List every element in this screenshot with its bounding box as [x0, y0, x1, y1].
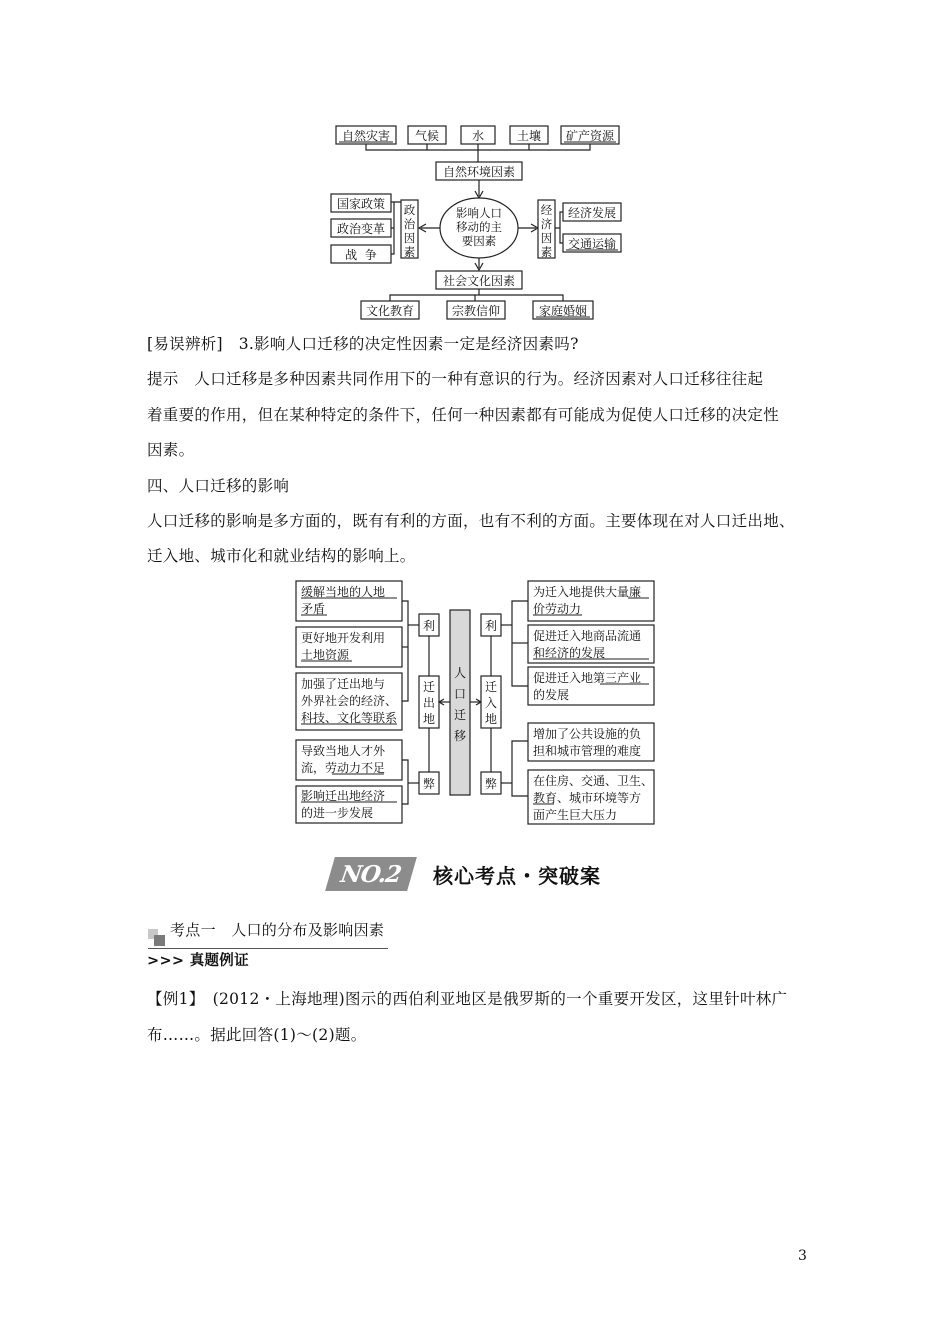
effect-text: 促进迁入地第三产业	[533, 671, 642, 685]
section-title: 核心考点・突破案	[433, 864, 601, 888]
political-item-label: 政治变革	[336, 222, 386, 236]
economic-item-label: 经济发展	[567, 206, 617, 220]
political-factor-char: 治	[403, 217, 416, 231]
political-item-label: 战 争	[345, 248, 377, 262]
out-region-char: 迁	[422, 680, 436, 694]
factor-label: 土壤	[516, 129, 542, 143]
social-item-label: 宗教信仰	[451, 304, 501, 318]
cons-label: 弊	[422, 777, 436, 791]
page-number: 3	[798, 1248, 807, 1264]
center-label: 影响人口	[456, 206, 502, 220]
political-factor-char: 因	[403, 231, 416, 245]
effect-text: 担和城市管理的难度	[533, 744, 642, 758]
effect-text: 流，劳动力不足	[301, 761, 386, 775]
q3-question: [易误辨析] 3.影响人口迁移的决定性因素一定是经济因素吗?	[147, 335, 579, 353]
example-line: 【例1】 (2012・上海地理)图示的西伯利亚地区是俄罗斯的一个重要开发区，这里针叶林广	[147, 990, 788, 1008]
pros-label: 利	[484, 619, 498, 633]
effect-text: 科技、文化等联系	[301, 711, 398, 725]
economic-factor-char: 经	[540, 203, 553, 217]
center-char: 迁	[453, 708, 467, 722]
economic-item-label: 交通运输	[567, 237, 617, 251]
effect-text: 面产生巨大压力	[533, 808, 618, 822]
tip-line: 着重要的作用，但在某种特定的条件下，任何一种因素都有可能成为促使人口迁移的决定性	[147, 406, 780, 424]
paragraph-line: 人口迁移的影响是多方面的，既有有利的方面，也有不利的方面。主要体现在对人口迁出地、	[147, 512, 795, 530]
effect-text: 矛盾	[301, 602, 326, 616]
paragraph-line: 迁入地、城市化和就业结构的影响上。	[147, 547, 416, 565]
natural-environment-label: 自然环境因素	[442, 165, 516, 179]
social-item-label: 文化教育	[365, 304, 415, 318]
kaodian-heading: 考点一 人口的分布及影响因素	[170, 921, 385, 939]
effect-text: 促进迁入地商品流通	[533, 629, 642, 643]
effect-text: 在住房、交通、卫生、	[533, 774, 654, 788]
factor-label: 气候	[414, 129, 440, 143]
political-factor-char: 素	[403, 245, 416, 259]
center-char: 人	[453, 666, 467, 680]
cons-label: 弊	[484, 777, 498, 791]
factor-label: 水	[471, 129, 485, 143]
pros-label: 利	[422, 619, 436, 633]
effect-text: 增加了公共设施的负	[533, 727, 642, 741]
political-item-label: 国家政策	[336, 197, 386, 211]
in-region-char: 迁	[484, 680, 498, 694]
out-region-char: 出	[422, 696, 436, 710]
example-line: 布……。据此回答(1)～(2)题。	[147, 1026, 367, 1044]
effect-text: 缓解当地的人地	[301, 585, 386, 599]
zhenti-heading: >>> 真题例证	[147, 953, 249, 969]
in-region-char: 入	[484, 696, 498, 710]
effect-text: 影响迁出地经济	[301, 789, 386, 803]
out-region-char: 地	[422, 712, 436, 726]
effect-text: 更好地开发利用	[301, 631, 386, 645]
square-bullet-icon	[148, 929, 166, 947]
economic-factor-char: 素	[540, 245, 553, 259]
factor-label: 自然灾害	[341, 129, 391, 143]
social-item-label: 家庭婚姻	[538, 304, 588, 318]
effect-text: 教育、城市环境等方	[533, 791, 642, 805]
migration-center-bar	[450, 610, 470, 795]
social-culture-label: 社会文化因素	[442, 274, 516, 288]
in-region-char: 地	[484, 712, 498, 726]
effect-text: 为迁入地提供大量廉	[533, 585, 642, 599]
center-char: 口	[453, 687, 467, 701]
tip-line: 因素。	[147, 441, 195, 459]
effect-text: 和经济的发展	[533, 646, 606, 660]
kaodian-underline	[148, 948, 388, 949]
effect-text: 的进一步发展	[301, 806, 374, 820]
migration-effects-diagram	[292, 578, 658, 826]
migration-factors-diagram	[325, 118, 630, 328]
effect-text: 价劳动力	[533, 602, 582, 616]
center-label: 要因素	[461, 234, 497, 248]
economic-factor-char: 因	[540, 231, 553, 245]
center-label: 移动的主	[456, 220, 502, 234]
political-factor-char: 政	[403, 203, 416, 217]
effect-text: 外界社会的经济、	[301, 694, 398, 708]
no2-badge	[325, 857, 417, 891]
section-heading: 四、人口迁移的影响	[147, 477, 290, 495]
effect-text: 加强了迁出地与	[301, 677, 386, 691]
effect-text: 导致当地人才外	[301, 744, 386, 758]
center-char: 移	[453, 729, 467, 743]
factor-label: 矿产资源	[565, 129, 615, 143]
economic-factor-char: 济	[540, 217, 553, 231]
effect-text: 土地资源	[301, 648, 350, 662]
tip-line: 提示 人口迁移是多种因素共同作用下的一种有意识的行为。经济因素对人口迁移往往起	[147, 370, 764, 388]
no2-badge-text: NO.2	[339, 860, 403, 888]
section-banner	[330, 857, 630, 891]
effect-text: 的发展	[533, 688, 570, 702]
